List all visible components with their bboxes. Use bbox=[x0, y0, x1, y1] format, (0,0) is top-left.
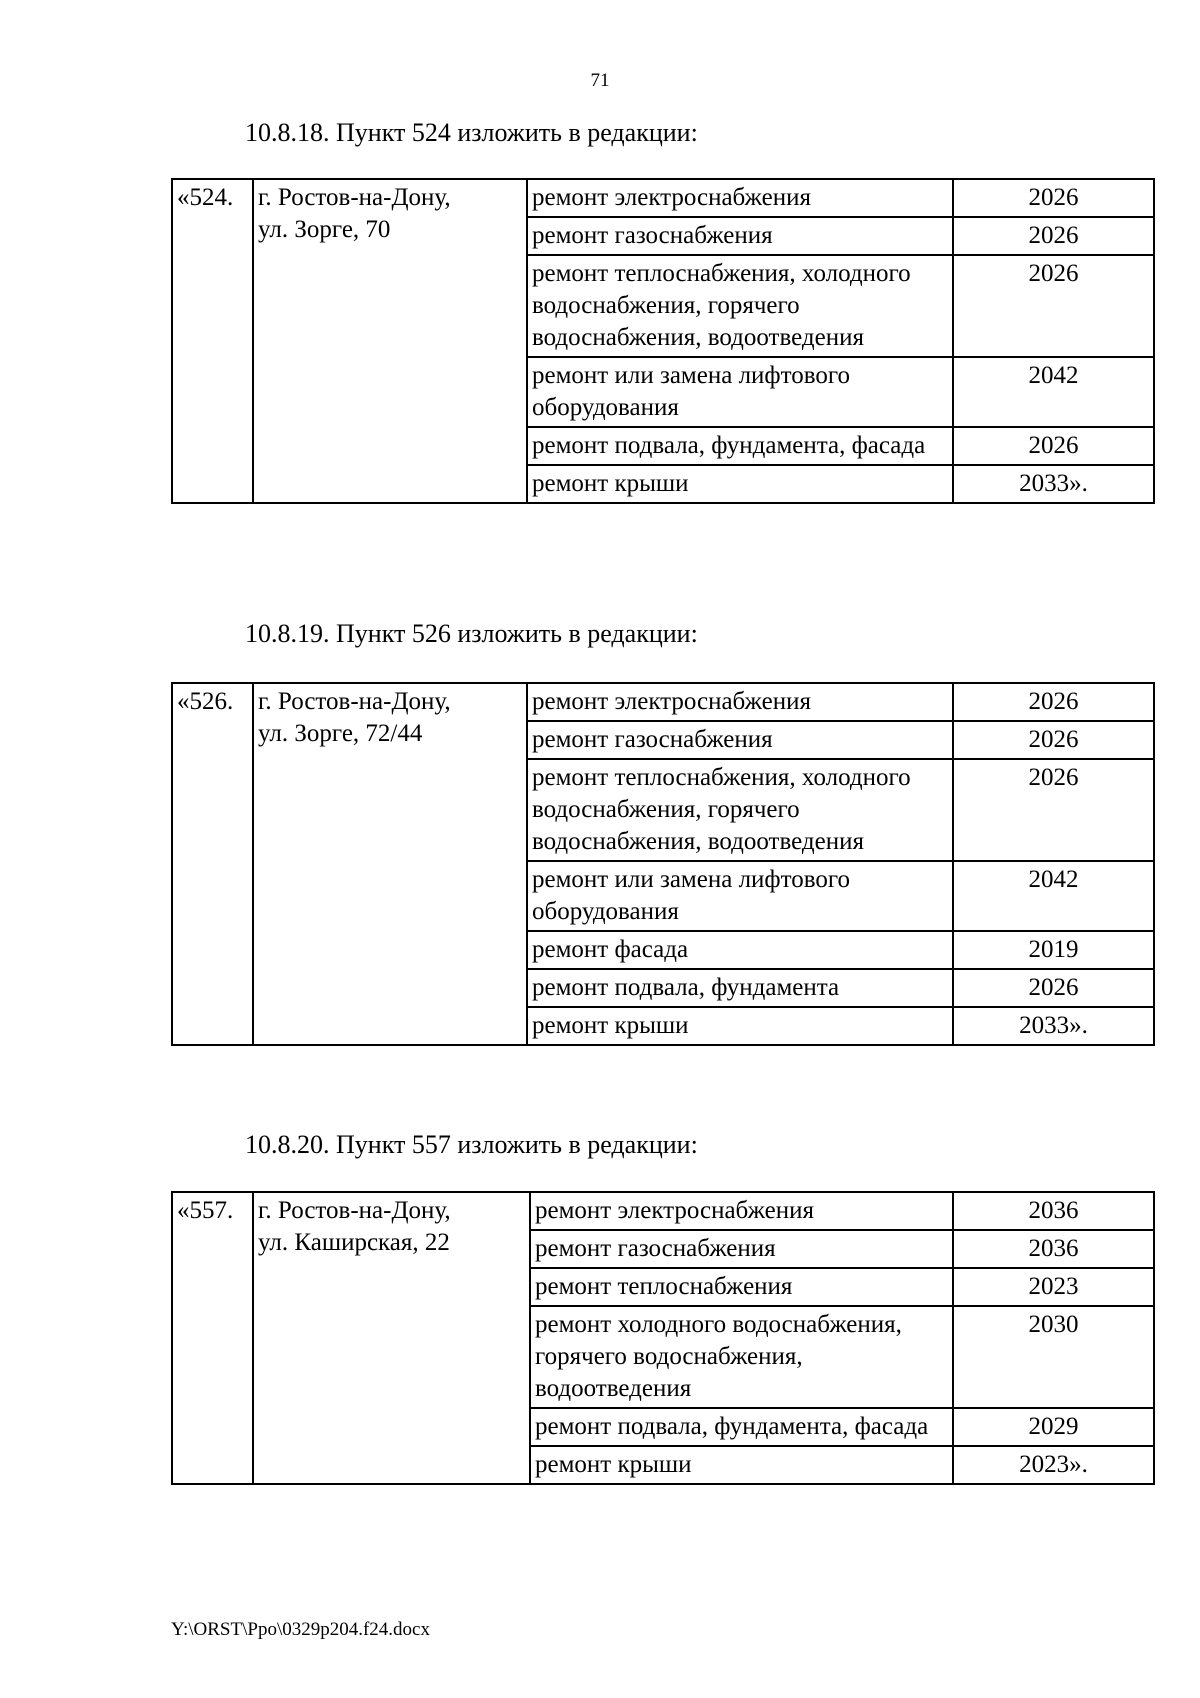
address-cell bbox=[253, 179, 527, 503]
work-type-cell: ремонт теплоснабжения bbox=[530, 1268, 953, 1306]
table-body bbox=[172, 683, 1154, 1045]
year-cell: 2026 bbox=[953, 179, 1154, 217]
work-type-cell: ремонт теплоснабжения, холодного водоснабжения, горячего водоснабжения, водоотведения bbox=[527, 759, 953, 861]
item-number: «526. bbox=[172, 683, 253, 1045]
year-cell: 2026 bbox=[953, 427, 1154, 465]
address-line: г. Ростов-на-Дону, bbox=[258, 184, 451, 211]
year-cell: 2036 bbox=[953, 1192, 1154, 1230]
work-type-cell: ремонт крыши bbox=[527, 1007, 953, 1045]
section-table bbox=[171, 682, 1155, 1046]
year-cell: 2026 bbox=[953, 683, 1154, 721]
address-line: ул. Зорге, 70 bbox=[258, 216, 391, 243]
year-cell: 2019 bbox=[953, 931, 1154, 969]
year-cell: 2026 bbox=[953, 217, 1154, 255]
address-cell bbox=[253, 1192, 530, 1484]
section-table bbox=[171, 1191, 1155, 1485]
section-table bbox=[171, 178, 1155, 504]
address-line: ул. Каширская, 22 bbox=[258, 1229, 450, 1256]
work-type-cell: ремонт электроснабжения bbox=[527, 683, 953, 721]
work-type-cell: ремонт фасада bbox=[527, 931, 953, 969]
year-cell: 2026 bbox=[953, 721, 1154, 759]
section-heading: 10.8.20. Пункт 557 изложить в редакции: bbox=[245, 1130, 698, 1159]
work-type-cell: ремонт подвала, фундамента, фасада bbox=[527, 427, 953, 465]
address-line: г. Ростов-на-Дону, bbox=[258, 688, 451, 715]
table-row bbox=[172, 179, 1154, 217]
year-cell: 2033». bbox=[953, 465, 1154, 503]
work-type-cell: ремонт подвала, фундамента bbox=[527, 969, 953, 1007]
table-body bbox=[172, 1192, 1154, 1484]
item-number: «524. bbox=[172, 179, 253, 503]
work-type-cell: ремонт электроснабжения bbox=[527, 179, 953, 217]
year-cell: 2033». bbox=[953, 1007, 1154, 1045]
table-row bbox=[172, 1192, 1154, 1230]
work-type-cell: ремонт газоснабжения bbox=[527, 217, 953, 255]
work-type-cell: ремонт или замена лифтового оборудования bbox=[527, 357, 953, 427]
address-cell bbox=[253, 683, 527, 1045]
year-cell: 2026 bbox=[953, 255, 1154, 357]
section-heading: 10.8.19. Пункт 526 изложить в редакции: bbox=[245, 619, 698, 648]
work-type-cell: ремонт электроснабжения bbox=[530, 1192, 953, 1230]
address-line: ул. Зорге, 72/44 bbox=[258, 720, 423, 747]
item-number: «557. bbox=[172, 1192, 253, 1484]
work-type-cell: ремонт или замена лифтового оборудования bbox=[527, 861, 953, 931]
file-path-footer: Y:\ORST\Ppo\0329p204.f24.docx bbox=[171, 1619, 430, 1640]
table-row bbox=[172, 683, 1154, 721]
address-line: г. Ростов-на-Дону, bbox=[258, 1197, 451, 1224]
work-type-cell: ремонт холодного водоснабжения, горячего водоснабжения, водоотведения bbox=[530, 1306, 953, 1408]
work-type-cell: ремонт газоснабжения bbox=[530, 1230, 953, 1268]
work-type-cell: ремонт газоснабжения bbox=[527, 721, 953, 759]
year-cell: 2042 bbox=[953, 861, 1154, 931]
work-type-cell: ремонт крыши bbox=[527, 465, 953, 503]
year-cell: 2026 bbox=[953, 759, 1154, 861]
work-type-cell: ремонт теплоснабжения, холодного водоснабжения, горячего водоснабжения, водоотведения bbox=[527, 255, 953, 357]
year-cell: 2030 bbox=[953, 1306, 1154, 1408]
work-type-cell: ремонт крыши bbox=[530, 1446, 953, 1484]
year-cell: 2026 bbox=[953, 969, 1154, 1007]
year-cell: 2036 bbox=[953, 1230, 1154, 1268]
year-cell: 2029 bbox=[953, 1408, 1154, 1446]
table-body bbox=[172, 179, 1154, 503]
year-cell: 2042 bbox=[953, 357, 1154, 427]
year-cell: 2023». bbox=[953, 1446, 1154, 1484]
year-cell: 2023 bbox=[953, 1268, 1154, 1306]
section-heading: 10.8.18. Пункт 524 изложить в редакции: bbox=[245, 118, 698, 147]
work-type-cell: ремонт подвала, фундамента, фасада bbox=[530, 1408, 953, 1446]
page-number: 71 bbox=[590, 70, 610, 91]
